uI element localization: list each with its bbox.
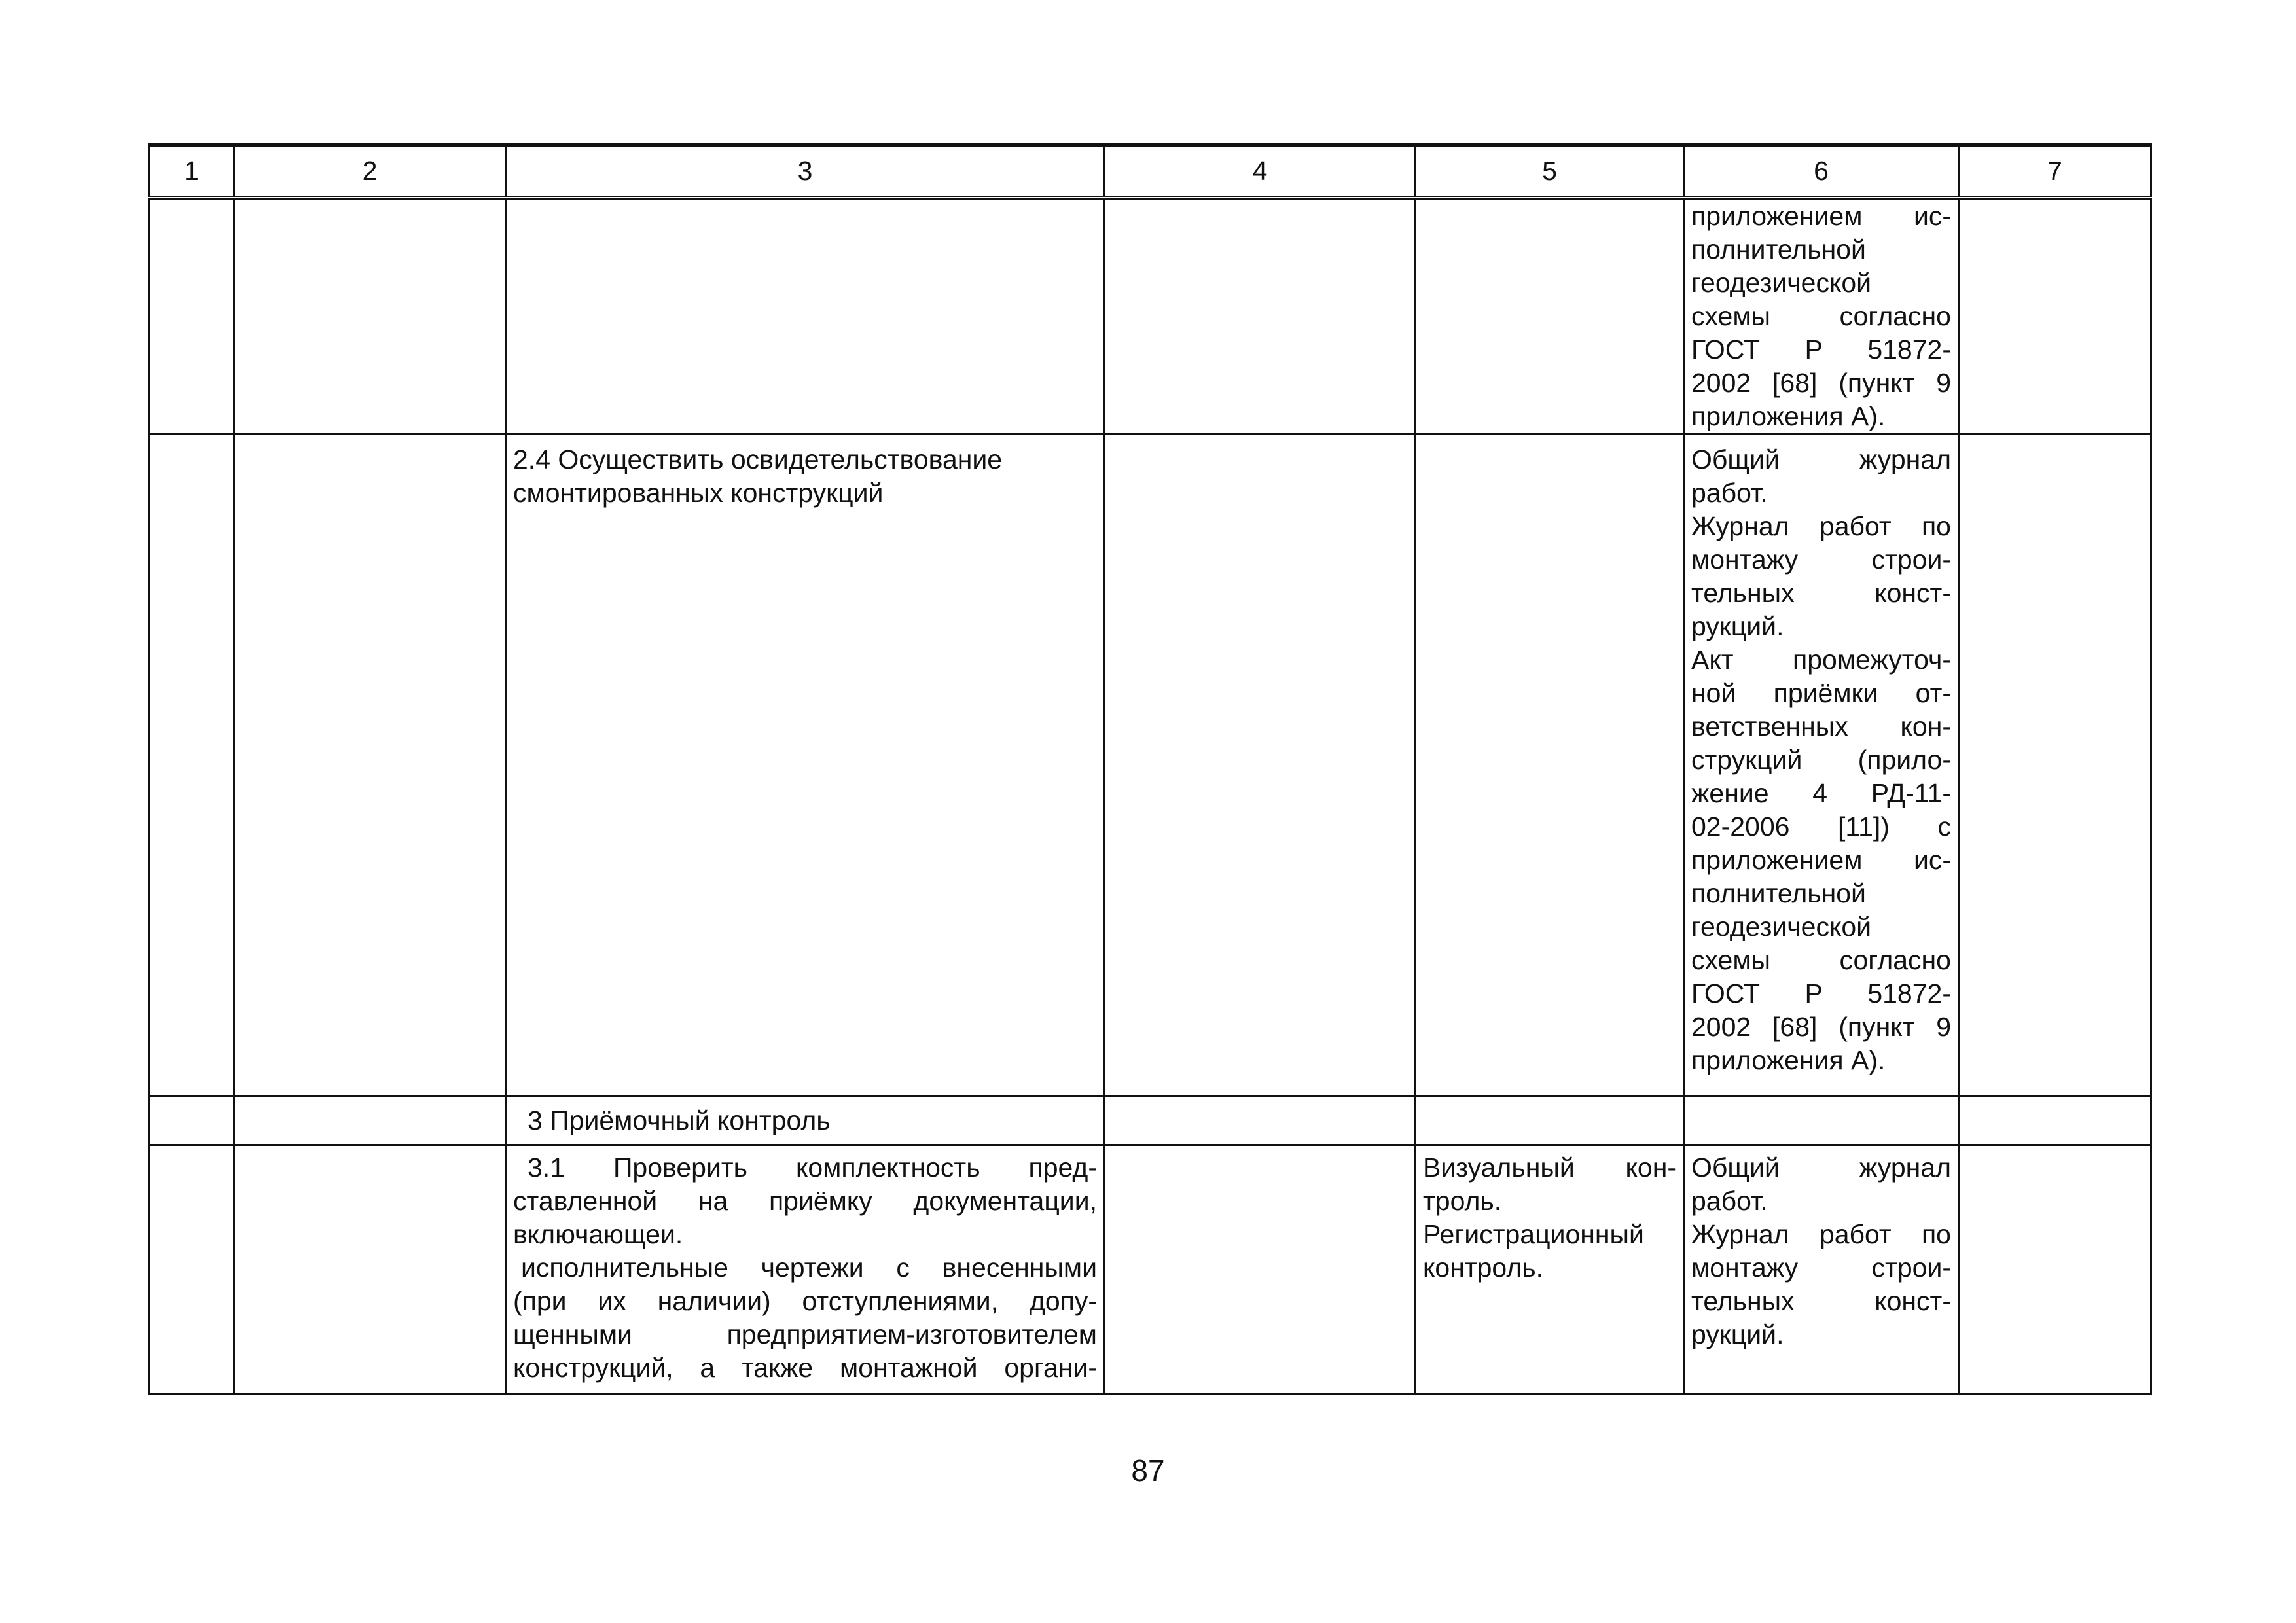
documents-line: ГОСТ Р 51872- bbox=[1691, 334, 1951, 365]
header-col-4: 4 bbox=[1105, 145, 1416, 198]
documents-line: монтажу строи- bbox=[1691, 1253, 1951, 1283]
cell-empty bbox=[1105, 198, 1416, 435]
control-line: Регистрационный bbox=[1423, 1219, 1644, 1249]
documents-cell bbox=[1684, 1145, 1959, 1395]
cell-empty bbox=[234, 198, 506, 435]
documents-line: схемы согласно bbox=[1691, 945, 1951, 975]
documents-line: тельных конст- bbox=[1691, 1286, 1951, 1316]
documents-line: ГОСТ Р 51872- bbox=[1691, 978, 1951, 1008]
task-line: ставленной на приёмку документации, bbox=[513, 1186, 1097, 1216]
cell-empty bbox=[1684, 1096, 1959, 1145]
task-line: 3.1 Проверить комплектность пред- bbox=[528, 1152, 1097, 1183]
documents-line: Журнал работ по bbox=[1691, 511, 1951, 541]
task-line: конструкций, а также монтажной органи- bbox=[513, 1353, 1097, 1383]
documents-line: геодезической bbox=[1691, 268, 1872, 298]
cell-empty bbox=[234, 1096, 506, 1145]
documents-line: схемы согласно bbox=[1691, 301, 1951, 331]
inspection-table bbox=[148, 143, 2152, 1395]
table-row-continuation bbox=[149, 198, 2151, 435]
documents-line: струкций (прило- bbox=[1691, 745, 1951, 775]
table-row-3-1 bbox=[149, 1145, 2151, 1395]
page-number: 87 bbox=[1131, 1454, 1165, 1488]
control-method-cell bbox=[1416, 1145, 1684, 1395]
documents-line: работ. bbox=[1691, 478, 1768, 508]
header-col-7: 7 bbox=[1959, 145, 2151, 198]
control-line: троль. bbox=[1423, 1186, 1502, 1216]
documents-line: приложением ис- bbox=[1691, 845, 1951, 875]
documents-line: 2002 [68] (пункт 9 bbox=[1691, 1012, 1951, 1042]
task-line: исполнительные чертежи с внесенными bbox=[521, 1253, 1097, 1283]
documents-cell bbox=[1684, 435, 1959, 1096]
table-row-2-4 bbox=[149, 435, 2151, 1096]
task-cell bbox=[506, 1145, 1105, 1395]
section-heading-cell bbox=[506, 1096, 1105, 1145]
table-row-section-3 bbox=[149, 1096, 2151, 1145]
cell-empty bbox=[149, 435, 234, 1096]
cell-empty bbox=[149, 198, 234, 435]
documents-line: работ. bbox=[1691, 1186, 1768, 1216]
cell-empty bbox=[1959, 435, 2151, 1096]
header-col-5: 5 bbox=[1416, 145, 1684, 198]
task-line: включающеи. bbox=[513, 1219, 683, 1249]
cell-empty bbox=[149, 1096, 234, 1145]
task-line: (при их наличии) отступлениями, допу- bbox=[513, 1286, 1097, 1316]
documents-line: Акт промежуточ- bbox=[1691, 645, 1951, 675]
documents-line: тельных конст- bbox=[1691, 578, 1951, 608]
documents-line: приложения А). bbox=[1691, 401, 1886, 431]
cell-empty bbox=[1105, 1145, 1416, 1395]
cell-empty bbox=[1105, 435, 1416, 1096]
cell-empty bbox=[234, 435, 506, 1096]
documents-line: Общий журнал bbox=[1691, 1152, 1951, 1183]
cell-empty bbox=[1959, 198, 2151, 435]
documents-line: жение 4 РД-11- bbox=[1691, 778, 1951, 808]
header-col-1: 1 bbox=[149, 145, 234, 198]
documents-line: полнительной bbox=[1691, 878, 1866, 908]
documents-line: приложения А). bbox=[1691, 1045, 1886, 1075]
task-line: щенными предприятием-изготовителем bbox=[513, 1319, 1097, 1349]
documents-line: геодезической bbox=[1691, 912, 1872, 942]
cell-empty bbox=[1959, 1096, 2151, 1145]
documents-line: полнительной bbox=[1691, 234, 1866, 264]
header-col-6: 6 bbox=[1684, 145, 1959, 198]
documents-line: рукций. bbox=[1691, 1319, 1784, 1349]
documents-line: Общий журнал bbox=[1691, 444, 1951, 474]
documents-line: 02-2006 [11]) с bbox=[1691, 812, 1951, 842]
task-cell bbox=[506, 435, 1105, 1096]
header-col-3: 3 bbox=[506, 145, 1105, 198]
cell-empty bbox=[1105, 1096, 1416, 1145]
cell-empty bbox=[1416, 1096, 1684, 1145]
cell-empty bbox=[506, 198, 1105, 435]
documents-line: Журнал работ по bbox=[1691, 1219, 1951, 1249]
task-text: 2.4 Осуществить освидетельствование смонтированных конструкций bbox=[513, 444, 1003, 508]
cell-empty bbox=[1416, 198, 1684, 435]
cell-empty bbox=[149, 1145, 234, 1395]
documents-line: рукций. bbox=[1691, 611, 1784, 641]
documents-line: монтажу строи- bbox=[1691, 544, 1951, 575]
documents-line: приложением ис- bbox=[1691, 201, 1951, 231]
cell-empty bbox=[1959, 1145, 2151, 1395]
header-col-2: 2 bbox=[234, 145, 506, 198]
documents-line: ной приёмки от- bbox=[1691, 678, 1951, 708]
control-line: контроль. bbox=[1423, 1253, 1543, 1283]
documents-cell bbox=[1684, 198, 1959, 435]
control-line: Визуальный кон- bbox=[1423, 1152, 1676, 1183]
documents-line: ветственных кон- bbox=[1691, 711, 1951, 741]
header-row bbox=[149, 145, 2151, 198]
documents-line: 2002 [68] (пункт 9 bbox=[1691, 368, 1951, 398]
cell-empty bbox=[234, 1145, 506, 1395]
section-heading: 3 Приёмочный контроль bbox=[528, 1105, 831, 1135]
cell-empty bbox=[1416, 435, 1684, 1096]
